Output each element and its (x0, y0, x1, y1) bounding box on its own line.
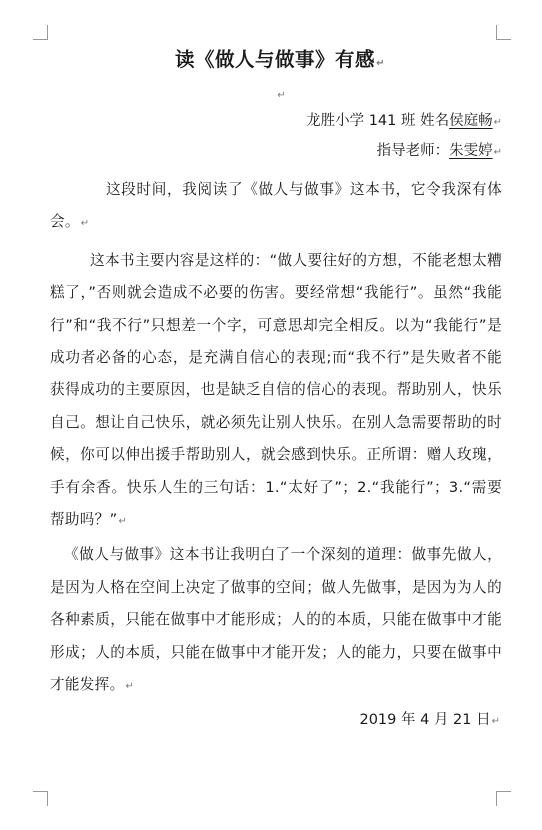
page-corner-top-right (496, 25, 511, 40)
school-class: 龙胜小学 141 班 姓名 (306, 113, 450, 129)
empty-line (50, 80, 502, 106)
paragraph-mark-icon: ↵ (376, 58, 385, 69)
page-corner-top-left (33, 25, 48, 40)
paragraph-mark-icon: ↵ (125, 681, 135, 693)
author-line (50, 106, 502, 136)
teacher-label: 指导老师： (376, 143, 450, 159)
document-date: 2019 年 4 月 21 日↵ (359, 711, 500, 728)
paragraph-mark-icon: ↵ (118, 516, 128, 528)
page-corner-bottom-right (496, 791, 511, 806)
page-corner-bottom-left (33, 791, 48, 806)
document-page[interactable] (50, 40, 502, 736)
paragraph-mark-icon: ↵ (491, 715, 500, 727)
document-title: 读《做人与做事》有感↵ (175, 48, 385, 71)
paragraph-intro: 这段时间，我阅读了《做人与做事》这本书，它令我深有体会。↵ (50, 181, 502, 231)
teacher-line (50, 136, 502, 166)
student-name: 侯庭畅 (449, 113, 493, 129)
teacher-name: 朱雯婷 (449, 143, 493, 159)
paragraph-mark-icon: ↵ (493, 117, 502, 128)
paragraph-reflection: 《做人与做事》这本书让我明白了一个深刻的道理：做事先做人，是因为人格在空间上决定了做事的空间；做人先做事，是因为为人的各种素质，只能在做事中才能形成；人的的本质，只能在做事中才能形成；人的本质，只能在做事中才能开发；人的能力，只要在做事中才能发挥。↵ (50, 546, 502, 694)
paragraph-mark-icon: ↵ (493, 147, 502, 158)
paragraph-mark-icon: ↵ (277, 90, 286, 101)
paragraph-summary: 这本书主要内容是这样的：“做人要往好的方想，不能老想太糟糕了，”否则就会造成不必要的伤害。要经常想“我能行”。虽然“我能行”和“我不行”只想差一个字，可意思却完全相反。以为“我能行”是成功者必备的心态，是充满自信心的表现;而“我不行”是失败者不能获得成功的主要原因，也是缺乏自信的信心的表现。帮助别人，快乐自己。想让自己快乐，就必须先让别人快乐。在别人急需要帮助的时候，你可以伸出援手帮助别人，就会感到快乐。正所谓：赠人玫瑰，手有余香。快乐人生的三句话：1.“太好了”；2.“我能行”；3.“需要帮助吗？”↵ (50, 251, 502, 529)
paragraph-mark-icon: ↵ (80, 218, 90, 230)
